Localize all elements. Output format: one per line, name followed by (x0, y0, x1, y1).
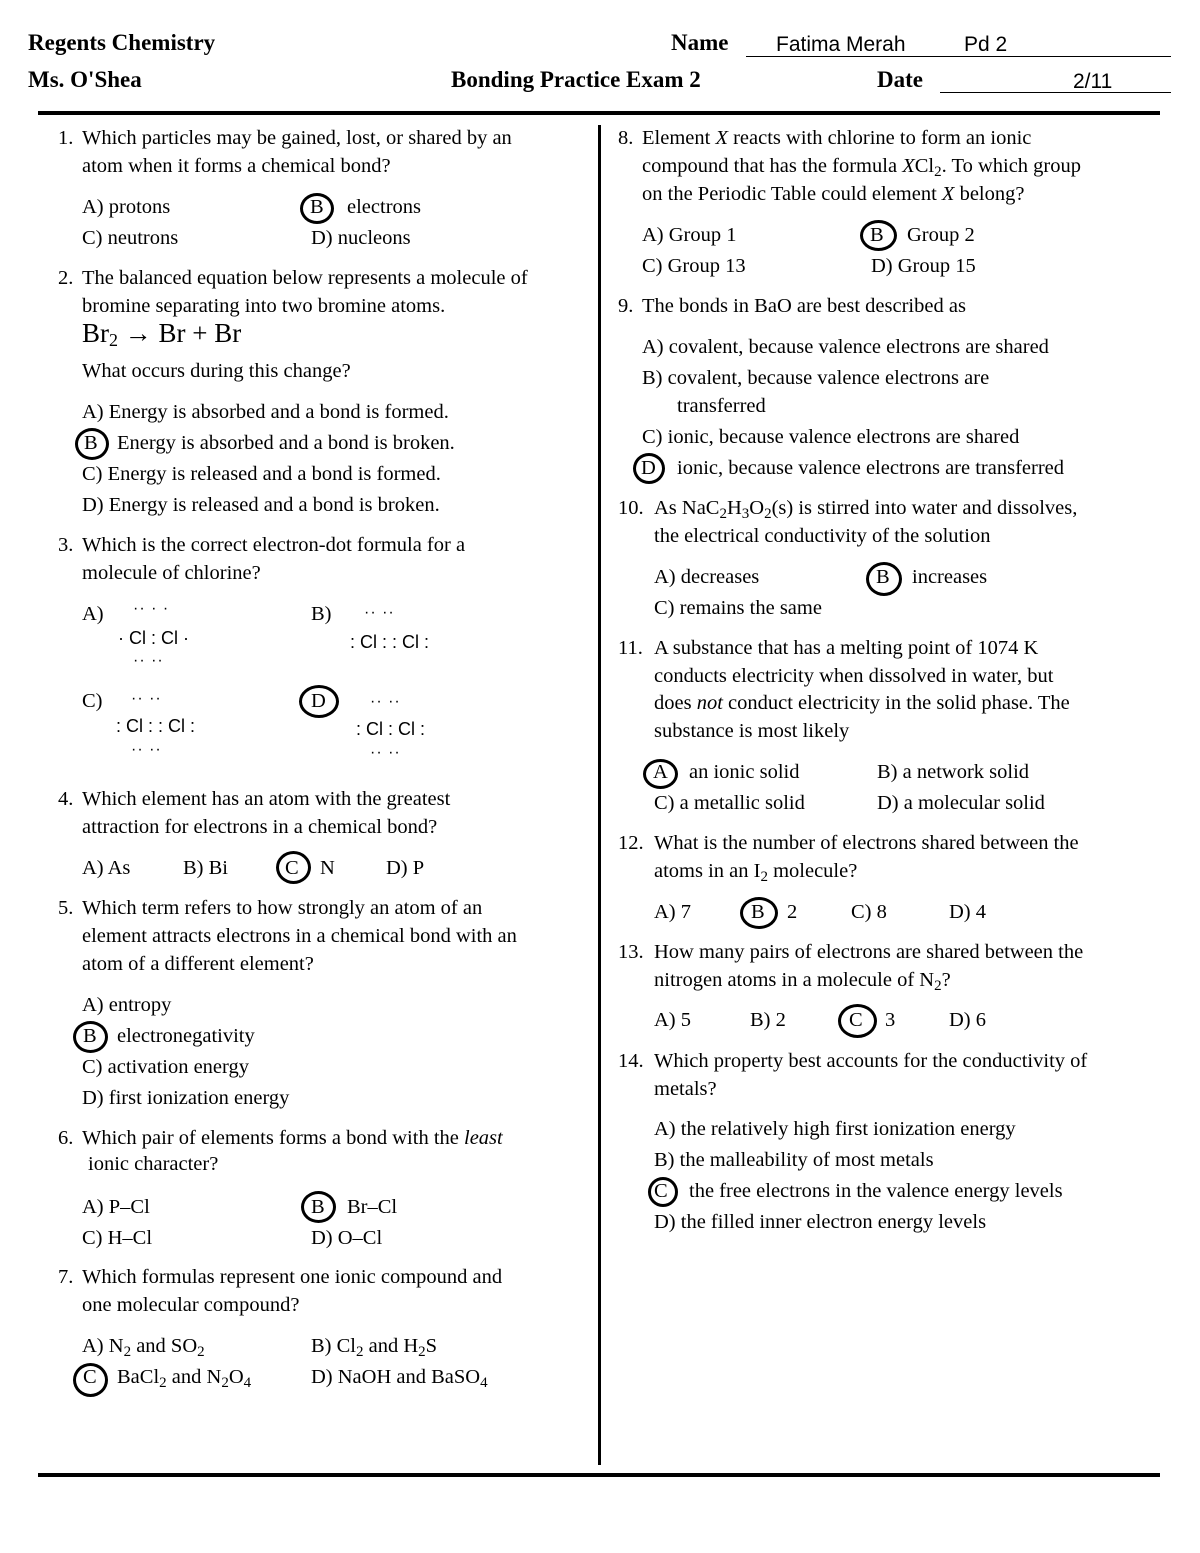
option-b[interactable]: B) Bi (183, 857, 228, 879)
question-number: 2. (58, 267, 74, 289)
header-rule (38, 111, 1160, 115)
dot-structure-d-top: ·· ·· (370, 693, 401, 710)
date-underline (940, 92, 1171, 93)
dot-structure-c: : Cl : : Cl : (116, 716, 196, 736)
option-d[interactable]: D) Group 15 (871, 255, 976, 277)
option-c[interactable]: C) neutrons (82, 227, 179, 249)
dot-structure-a-top: ·· · · (133, 600, 170, 617)
question-text: one molecular compound? (82, 1294, 300, 1316)
option-b-letter[interactable]: B (83, 1025, 97, 1047)
option-b[interactable]: Energy is absorbed and a bond is broken. (117, 432, 455, 454)
option-a[interactable]: A) 5 (654, 1009, 692, 1031)
option-b[interactable]: B) 2 (750, 1009, 786, 1031)
course-title: Regents Chemistry (28, 30, 216, 55)
question-number: 14. (618, 1050, 644, 1072)
option-a[interactable]: A) decreases (654, 566, 760, 588)
question-text: The balanced equation below represents a molecule of (82, 267, 528, 289)
option-b[interactable]: electronegativity (117, 1025, 255, 1047)
question-text: atom when it forms a chemical bond? (82, 155, 391, 177)
dot-structure-d: : Cl : Cl : (356, 719, 426, 739)
dot-structure-b: : Cl : : Cl : (350, 632, 430, 652)
dot-structure-a-bottom: ·· ·· (133, 652, 164, 669)
question-text: Which is the correct electron-dot formula for a (82, 534, 466, 556)
option-c[interactable]: C) H–Cl (82, 1227, 153, 1249)
date-value[interactable]: 2/11 (1073, 70, 1113, 93)
dot-structure-a: · Cl : Cl · (118, 628, 189, 648)
option-a[interactable]: A) $N_2$ and $SO_2$ (82, 1335, 205, 1360)
question-number: 7. (58, 1266, 74, 1288)
option-c[interactable]: N (320, 857, 335, 879)
option-d[interactable]: D) 4 (949, 901, 987, 923)
option-b-letter[interactable]: B (310, 196, 324, 218)
option-c-letter[interactable]: C (285, 857, 299, 879)
question-text: How many pairs of electrons are shared between the (654, 941, 1084, 963)
option-a[interactable]: A) covalent, because valence electrons are shared (642, 336, 1049, 358)
option-b[interactable]: B) a network solid (877, 761, 1030, 783)
question-number: 12. (618, 832, 644, 854)
option-d[interactable]: D) O–Cl (311, 1227, 383, 1249)
question-text: Which element has an atom with the greatest (82, 788, 451, 810)
dot-structure-c-top: ·· ·· (131, 690, 162, 707)
question-text: Which pair of elements forms a bond with the least (82, 1127, 503, 1149)
question-text: Which term refers to how strongly an atom of an (82, 897, 483, 919)
option-c[interactable]: C) a metallic solid (654, 792, 805, 814)
student-name[interactable]: Fatima Merah (776, 33, 906, 56)
option-b[interactable]: Group 2 (907, 224, 975, 246)
name-label: Name (671, 30, 729, 55)
option-a[interactable]: A) protons (82, 196, 171, 218)
option-a-letter[interactable]: A (653, 761, 668, 783)
option-d[interactable]: D) first ionization energy (82, 1087, 290, 1109)
question-text: Which particles may be gained, lost, or shared by an (82, 127, 512, 149)
option-d-letter[interactable]: D (641, 457, 656, 479)
question-text: metals? (654, 1078, 717, 1100)
option-b-letter[interactable]: B (876, 566, 890, 588)
option-b[interactable]: 2 (787, 901, 798, 923)
option-b-letter[interactable]: B (84, 432, 98, 454)
question-text: ionic character? (88, 1153, 219, 1175)
option-b[interactable]: B) covalent, because valence electrons are (642, 367, 990, 389)
question-number: 11. (618, 637, 643, 659)
question-text: nitrogen atoms in a molecule of $N_2$? (654, 969, 951, 994)
option-b[interactable]: transferred (677, 395, 766, 417)
option-d[interactable]: ionic, because valence electrons are transferred (677, 457, 1064, 479)
option-a[interactable]: A) the relatively high first ionization energy (654, 1118, 1016, 1140)
option-a[interactable]: A) Energy is absorbed and a bond is formed. (82, 401, 449, 423)
question-text: does not conduct electricity in the solid phase. The (654, 692, 1070, 714)
option-c[interactable]: C) remains the same (654, 597, 822, 619)
teacher-name: Ms. O'Shea (28, 67, 142, 92)
question-text: molecule of chlorine? (82, 562, 261, 584)
footer-rule (38, 1473, 1160, 1477)
exam-title: Bonding Practice Exam 2 (451, 67, 701, 92)
question-text: What occurs during this change? (82, 360, 351, 382)
option-b[interactable]: B) the malleability of most metals (654, 1149, 934, 1171)
option-c[interactable]: C) ionic, because valence electrons are shared (642, 426, 1020, 448)
option-c[interactable]: C) 8 (851, 901, 887, 923)
option-b[interactable]: electrons (347, 196, 421, 218)
question-number: 6. (58, 1127, 74, 1149)
option-a[interactable]: A) 7 (654, 901, 692, 923)
question-text: What is the number of electrons shared between the (654, 832, 1079, 854)
option-a[interactable]: A) Group 1 (642, 224, 737, 246)
question-text: attraction for electrons in a chemical bond? (82, 816, 438, 838)
chemical-equation: $Br_2 \to Br + Br$ (82, 318, 242, 350)
dot-structure-d-bottom: ·· ·· (370, 744, 401, 761)
option-d[interactable]: D) nucleons (311, 227, 411, 249)
option-b-letter[interactable]: B (751, 901, 765, 923)
question-text: the electrical conductivity of the solution (654, 525, 991, 547)
option-a-label[interactable]: A) (82, 603, 104, 625)
question-text: As $NaC_2H_3O_2(s)$ is stirred into water and dissolves, (654, 497, 1078, 522)
question-number: 3. (58, 534, 74, 556)
question-number: 4. (58, 788, 74, 810)
question-number: 13. (618, 941, 644, 963)
question-text: Element X reacts with chlorine to form an ionic (642, 127, 1032, 149)
option-b-letter[interactable]: B (870, 224, 884, 246)
question-number: 10. (618, 497, 644, 519)
option-b[interactable]: Br–Cl (347, 1196, 398, 1218)
option-c-letter[interactable]: C (654, 1180, 668, 1202)
column-divider (598, 125, 601, 1465)
option-d-letter[interactable]: D (311, 690, 326, 712)
option-c[interactable]: C) activation energy (82, 1056, 249, 1078)
option-c[interactable]: BaCl$_2$ and $N_2O_4$ (117, 1366, 252, 1391)
option-d[interactable]: D) NaOH and BaSO$_4$ (311, 1366, 488, 1391)
question-text: on the Periodic Table could element X belong? (642, 183, 1025, 205)
question-text: atoms in an $I_2$ molecule? (654, 860, 858, 885)
option-b-label[interactable]: B) (311, 603, 332, 625)
question-text: bromine separating into two bromine atoms. (82, 295, 446, 317)
question-text: compound that has the formula XCl$_2$. To which group (642, 155, 1081, 180)
date-label: Date (877, 67, 923, 92)
question-text: A substance that has a melting point of 1074 K (654, 637, 1039, 659)
option-b[interactable]: B) $Cl_2$ and $H_2S$ (311, 1335, 438, 1360)
period[interactable]: Pd 2 (964, 33, 1008, 56)
option-d[interactable]: D) Energy is released and a bond is broken. (82, 494, 440, 516)
question-number: 1. (58, 127, 74, 149)
option-d[interactable]: D) the filled inner electron energy levels (654, 1211, 987, 1233)
option-c[interactable]: 3 (885, 1009, 896, 1031)
option-c-letter[interactable]: C (849, 1009, 863, 1031)
option-c-label[interactable]: C) (82, 690, 103, 712)
option-d[interactable]: D) a molecular solid (877, 792, 1045, 814)
option-c[interactable]: C) Group 13 (642, 255, 746, 277)
option-b[interactable]: increases (912, 566, 988, 588)
question-text: conducts electricity when dissolved in water, but (654, 665, 1054, 687)
option-a[interactable]: A) P–Cl (82, 1196, 150, 1218)
option-c[interactable]: C) Energy is released and a bond is formed. (82, 463, 441, 485)
option-c[interactable]: the free electrons in the valence energy levels (689, 1180, 1063, 1202)
option-a[interactable]: A) entropy (82, 994, 172, 1016)
option-a[interactable]: A) As (82, 857, 131, 879)
question-text: Which property best accounts for the conductivity of (654, 1050, 1088, 1072)
option-b-letter[interactable]: B (311, 1196, 325, 1218)
dot-structure-b-top: ·· ·· (364, 604, 395, 621)
question-text: substance is most likely (654, 720, 850, 742)
question-text: Which formulas represent one ionic compound and (82, 1266, 503, 1288)
question-number: 9. (618, 295, 634, 317)
option-a[interactable]: an ionic solid (689, 761, 800, 783)
option-d[interactable]: D) 6 (949, 1009, 987, 1031)
dot-structure-c-bottom: ·· ·· (131, 741, 162, 758)
option-d[interactable]: D) P (386, 857, 425, 879)
question-text: atom of a different element? (82, 953, 314, 975)
option-c-letter[interactable]: C (83, 1366, 97, 1388)
question-text: element attracts electrons in a chemical bond with an (82, 925, 517, 947)
question-number: 5. (58, 897, 74, 919)
question-number: 8. (618, 127, 634, 149)
question-text: The bonds in BaO are best described as (642, 295, 966, 317)
